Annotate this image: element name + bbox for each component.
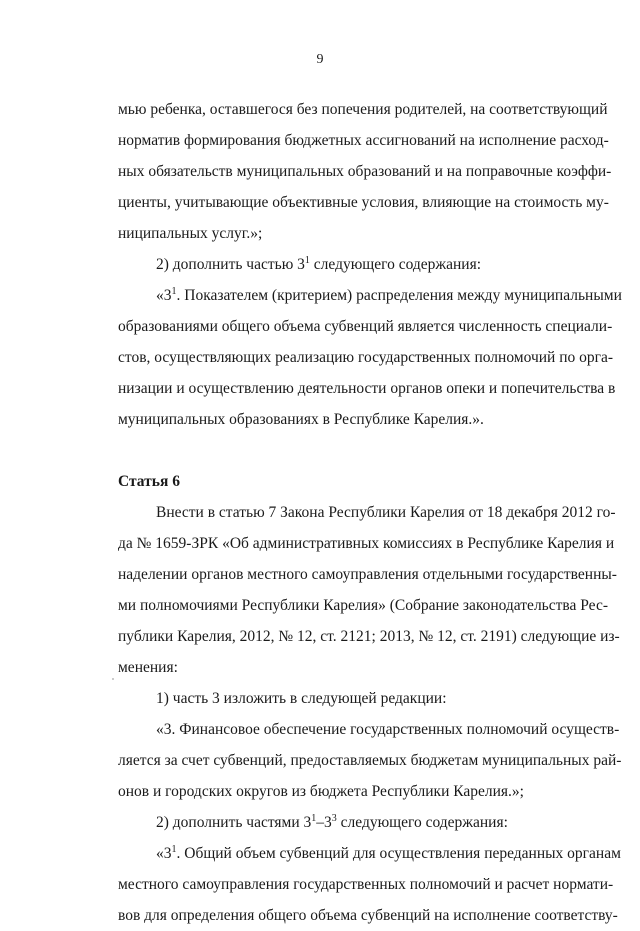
text-line: ных обязательств муниципальных образований и на поправочные коэффи- <box>118 163 612 180</box>
text-line: ляется за счет субвенций, предоставляемых бюджетам муниципальных рай- <box>118 752 622 769</box>
text-line: циенты, учитывающие объективные условия, влияющие на стоимость му- <box>118 194 609 211</box>
text-line: публики Карелия, 2012, № 12, ст. 2121; 2013, № 12, ст. 2191) следующие из- <box>118 628 620 645</box>
text-line: норматив формирования бюджетных ассигнований на исполнение расход- <box>118 132 609 149</box>
text-line: местного самоуправления государственных полномочий и расчет нормати- <box>118 876 614 893</box>
text-line: онов и городских округов из бюджета Республики Карелия.»; <box>118 783 524 800</box>
article-heading: Статья 6 <box>118 473 180 490</box>
text-line: низации и осуществлению деятельности органов опеки и попечительства в <box>118 380 616 397</box>
text-line: 1) часть 3 изложить в следующей редакции: <box>156 690 447 707</box>
text-line: муниципальных образованиях в Республике Карелия.». <box>118 411 484 428</box>
text-line: Внести в статью 7 Закона Республики Карелия от 18 декабря 2012 го- <box>156 504 616 521</box>
text-line: «3. Финансовое обеспечение государственных полномочий осуществ- <box>156 721 620 738</box>
text-line: да № 1659-ЗРК «Об административных комиссиях в Республике Карелия и <box>118 535 615 552</box>
text-line: 2) дополнить частью $3^1$ следующего содержания: <box>156 255 482 273</box>
page-number: 9 <box>316 52 324 67</box>
document-body <box>118 94 622 931</box>
text-line: ми полномочиями Республики Карелия» (Собрание законодательства Рес- <box>118 597 608 614</box>
text-line: стов, осуществляющих реализацию государственных полномочий по орга- <box>118 349 614 366</box>
text-line: наделении органов местного самоуправления отдельными государственны- <box>118 566 617 583</box>
text-line: «$3^1$. Показателем (критерием) распределения между муниципальными <box>156 286 622 304</box>
text-line: вов для определения общего объема субвенций на исполнение соответству- <box>118 907 618 924</box>
text-line: мью ребенка, оставшегося без попечения родителей, на соответствующий <box>118 101 608 118</box>
text-line: менения: <box>118 659 178 676</box>
text-line: образованиями общего объема субвенций является численность специали- <box>118 318 613 335</box>
text-line: «$3^1$. Общий объем субвенций для осуществления переданных органам <box>156 844 621 862</box>
scan-speck <box>112 678 114 680</box>
text-line: 2) дополнить частями $3^1-3^3$ следующего содержания: <box>156 813 508 831</box>
text-line: ниципальных услуг.»; <box>118 225 263 242</box>
